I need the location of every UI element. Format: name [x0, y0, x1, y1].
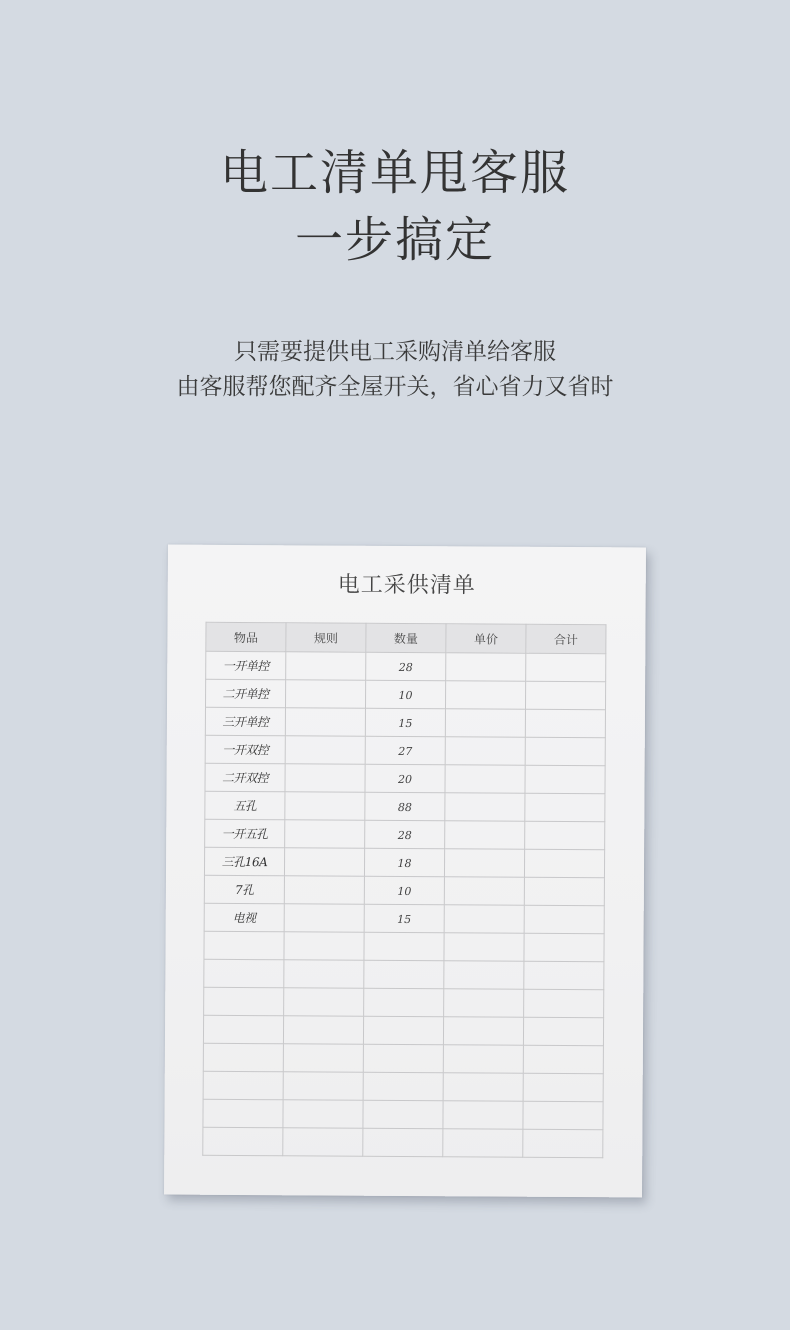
handwritten-item-name: 三孔16A [221, 854, 268, 870]
handwritten-item-name: 五孔 [233, 798, 257, 814]
column-header-quantity: 数量 [366, 623, 446, 652]
empty-cell [443, 1017, 523, 1045]
cell-total [524, 849, 604, 877]
empty-cell [444, 933, 524, 961]
empty-cell [283, 1128, 363, 1156]
empty-cell [444, 961, 524, 989]
cell-unit-price [444, 905, 524, 933]
cell-total [525, 821, 605, 849]
empty-cell [203, 1071, 283, 1099]
handwritten-quantity: 20 [398, 772, 413, 786]
handwritten-item-name: 电视 [232, 910, 256, 926]
empty-cell [443, 1073, 523, 1101]
table-row [205, 707, 605, 737]
cell-item [205, 735, 285, 763]
table-row-blank [203, 1127, 603, 1157]
column-header-spec: 规则 [286, 623, 366, 652]
cell-total [525, 709, 605, 737]
table-row [205, 735, 605, 765]
sheet-title: 电工采供清单 [337, 572, 476, 599]
empty-cell [203, 1015, 283, 1043]
table-row-blank [204, 931, 604, 961]
cell-quantity [365, 708, 445, 736]
cell-item [205, 679, 285, 707]
cell-spec [285, 736, 365, 764]
cell-spec [284, 848, 364, 876]
cell-quantity [365, 764, 445, 792]
cell-quantity [364, 848, 444, 876]
cell-total [524, 905, 604, 933]
cell-item [205, 763, 285, 791]
empty-cell [443, 1129, 523, 1157]
empty-cell [443, 1045, 523, 1073]
table-row-blank [203, 1071, 603, 1101]
subheadline-line-2: 由客服帮您配齐全屋开关，省心省力又省时 [176, 374, 614, 400]
handwritten-item-name: 三开单控 [222, 714, 269, 730]
handwritten-quantity: 28 [398, 660, 413, 674]
empty-cell [203, 1099, 283, 1127]
cell-item [205, 707, 285, 735]
empty-cell [283, 1044, 363, 1072]
empty-cell [283, 1072, 363, 1100]
cell-unit-price [445, 681, 525, 709]
handwritten-quantity: 10 [397, 884, 412, 898]
empty-cell [363, 1128, 443, 1156]
empty-cell [203, 1127, 283, 1155]
cell-item [204, 875, 284, 903]
subheadline-line-1: 只需要提供电工采购清单给客服 [234, 339, 556, 365]
cell-item [205, 819, 285, 847]
handwritten-quantity: 27 [398, 744, 413, 758]
purchase-list-sheet [164, 545, 646, 1198]
handwritten-item-name: 二开单控 [222, 686, 269, 702]
cell-item [204, 847, 284, 875]
table-row-blank [204, 987, 604, 1017]
cell-spec [284, 876, 364, 904]
empty-cell [363, 1016, 443, 1044]
empty-cell [364, 988, 444, 1016]
cell-unit-price [444, 849, 524, 877]
cell-unit-price [445, 765, 525, 793]
table-row [204, 903, 604, 933]
empty-cell [203, 1043, 283, 1071]
empty-cell [524, 989, 604, 1017]
cell-unit-price [446, 653, 526, 681]
empty-cell [364, 960, 444, 988]
empty-cell [523, 1073, 603, 1101]
handwritten-item-name: 二开双控 [222, 770, 269, 786]
cell-unit-price [445, 821, 525, 849]
cell-total [525, 793, 605, 821]
cell-quantity [364, 876, 444, 904]
handwritten-quantity: 88 [397, 800, 412, 814]
empty-cell [204, 987, 284, 1015]
cell-spec [285, 680, 365, 708]
cell-spec [285, 820, 365, 848]
cell-total [525, 681, 605, 709]
headline-line-1: 电工清单甩客服 [219, 145, 570, 201]
table-row [204, 875, 604, 905]
cell-quantity [365, 792, 445, 820]
empty-cell [523, 1101, 603, 1129]
empty-cell [364, 932, 444, 960]
purchase-list-table [202, 622, 606, 1158]
empty-cell [284, 932, 364, 960]
cell-quantity [365, 736, 445, 764]
empty-cell [524, 961, 604, 989]
column-header-unit-price: 单价 [446, 624, 526, 653]
cell-quantity [365, 820, 445, 848]
cell-total [524, 877, 604, 905]
handwritten-quantity: 10 [398, 688, 413, 702]
cell-spec [286, 652, 366, 680]
table-row-blank [203, 1099, 603, 1129]
empty-cell [284, 988, 364, 1016]
empty-cell [363, 1100, 443, 1128]
empty-cell [284, 960, 364, 988]
table-row [205, 679, 605, 709]
empty-cell [283, 1100, 363, 1128]
empty-cell [204, 959, 284, 987]
cell-item [205, 791, 285, 819]
column-header-item: 物品 [206, 622, 286, 651]
handwritten-quantity: 15 [397, 912, 412, 926]
cell-total [526, 653, 606, 681]
empty-cell [523, 1045, 603, 1073]
table-row-blank [203, 1015, 603, 1045]
empty-cell [363, 1072, 443, 1100]
handwritten-quantity: 18 [397, 856, 412, 870]
cell-item [206, 651, 286, 679]
table-row [205, 763, 605, 793]
handwritten-item-name: 一开五孔 [221, 826, 268, 842]
table-row [205, 791, 605, 821]
empty-cell [443, 1101, 523, 1129]
empty-cell [444, 989, 524, 1017]
empty-cell [523, 1129, 603, 1157]
table-header-row [206, 622, 606, 653]
cell-total [525, 737, 605, 765]
cell-spec [285, 792, 365, 820]
column-header-total: 合计 [526, 624, 606, 653]
handwritten-item-name: 7孔 [235, 882, 254, 898]
cell-spec [285, 708, 365, 736]
table-body [203, 651, 606, 1157]
cell-quantity [366, 652, 446, 680]
table-row-blank [203, 1043, 603, 1073]
cell-quantity [365, 680, 445, 708]
empty-cell [204, 931, 284, 959]
handwritten-item-name: 一开双控 [222, 742, 269, 758]
table-row-blank [204, 959, 604, 989]
table-row [205, 819, 605, 849]
table-row [204, 847, 604, 877]
cell-unit-price [445, 737, 525, 765]
cell-quantity [364, 904, 444, 932]
empty-cell [283, 1016, 363, 1044]
handwritten-item-name: 一开单控 [222, 658, 269, 674]
handwritten-quantity: 28 [397, 828, 412, 842]
cell-spec [284, 904, 364, 932]
empty-cell [523, 1017, 603, 1045]
cell-unit-price [445, 793, 525, 821]
table-row [206, 651, 606, 681]
cell-total [525, 765, 605, 793]
empty-cell [524, 933, 604, 961]
cell-spec [285, 764, 365, 792]
handwritten-quantity: 15 [398, 716, 413, 730]
empty-cell [363, 1044, 443, 1072]
cell-unit-price [445, 709, 525, 737]
cell-item [204, 903, 284, 931]
headline-line-2: 一步搞定 [294, 212, 495, 268]
cell-unit-price [444, 877, 524, 905]
